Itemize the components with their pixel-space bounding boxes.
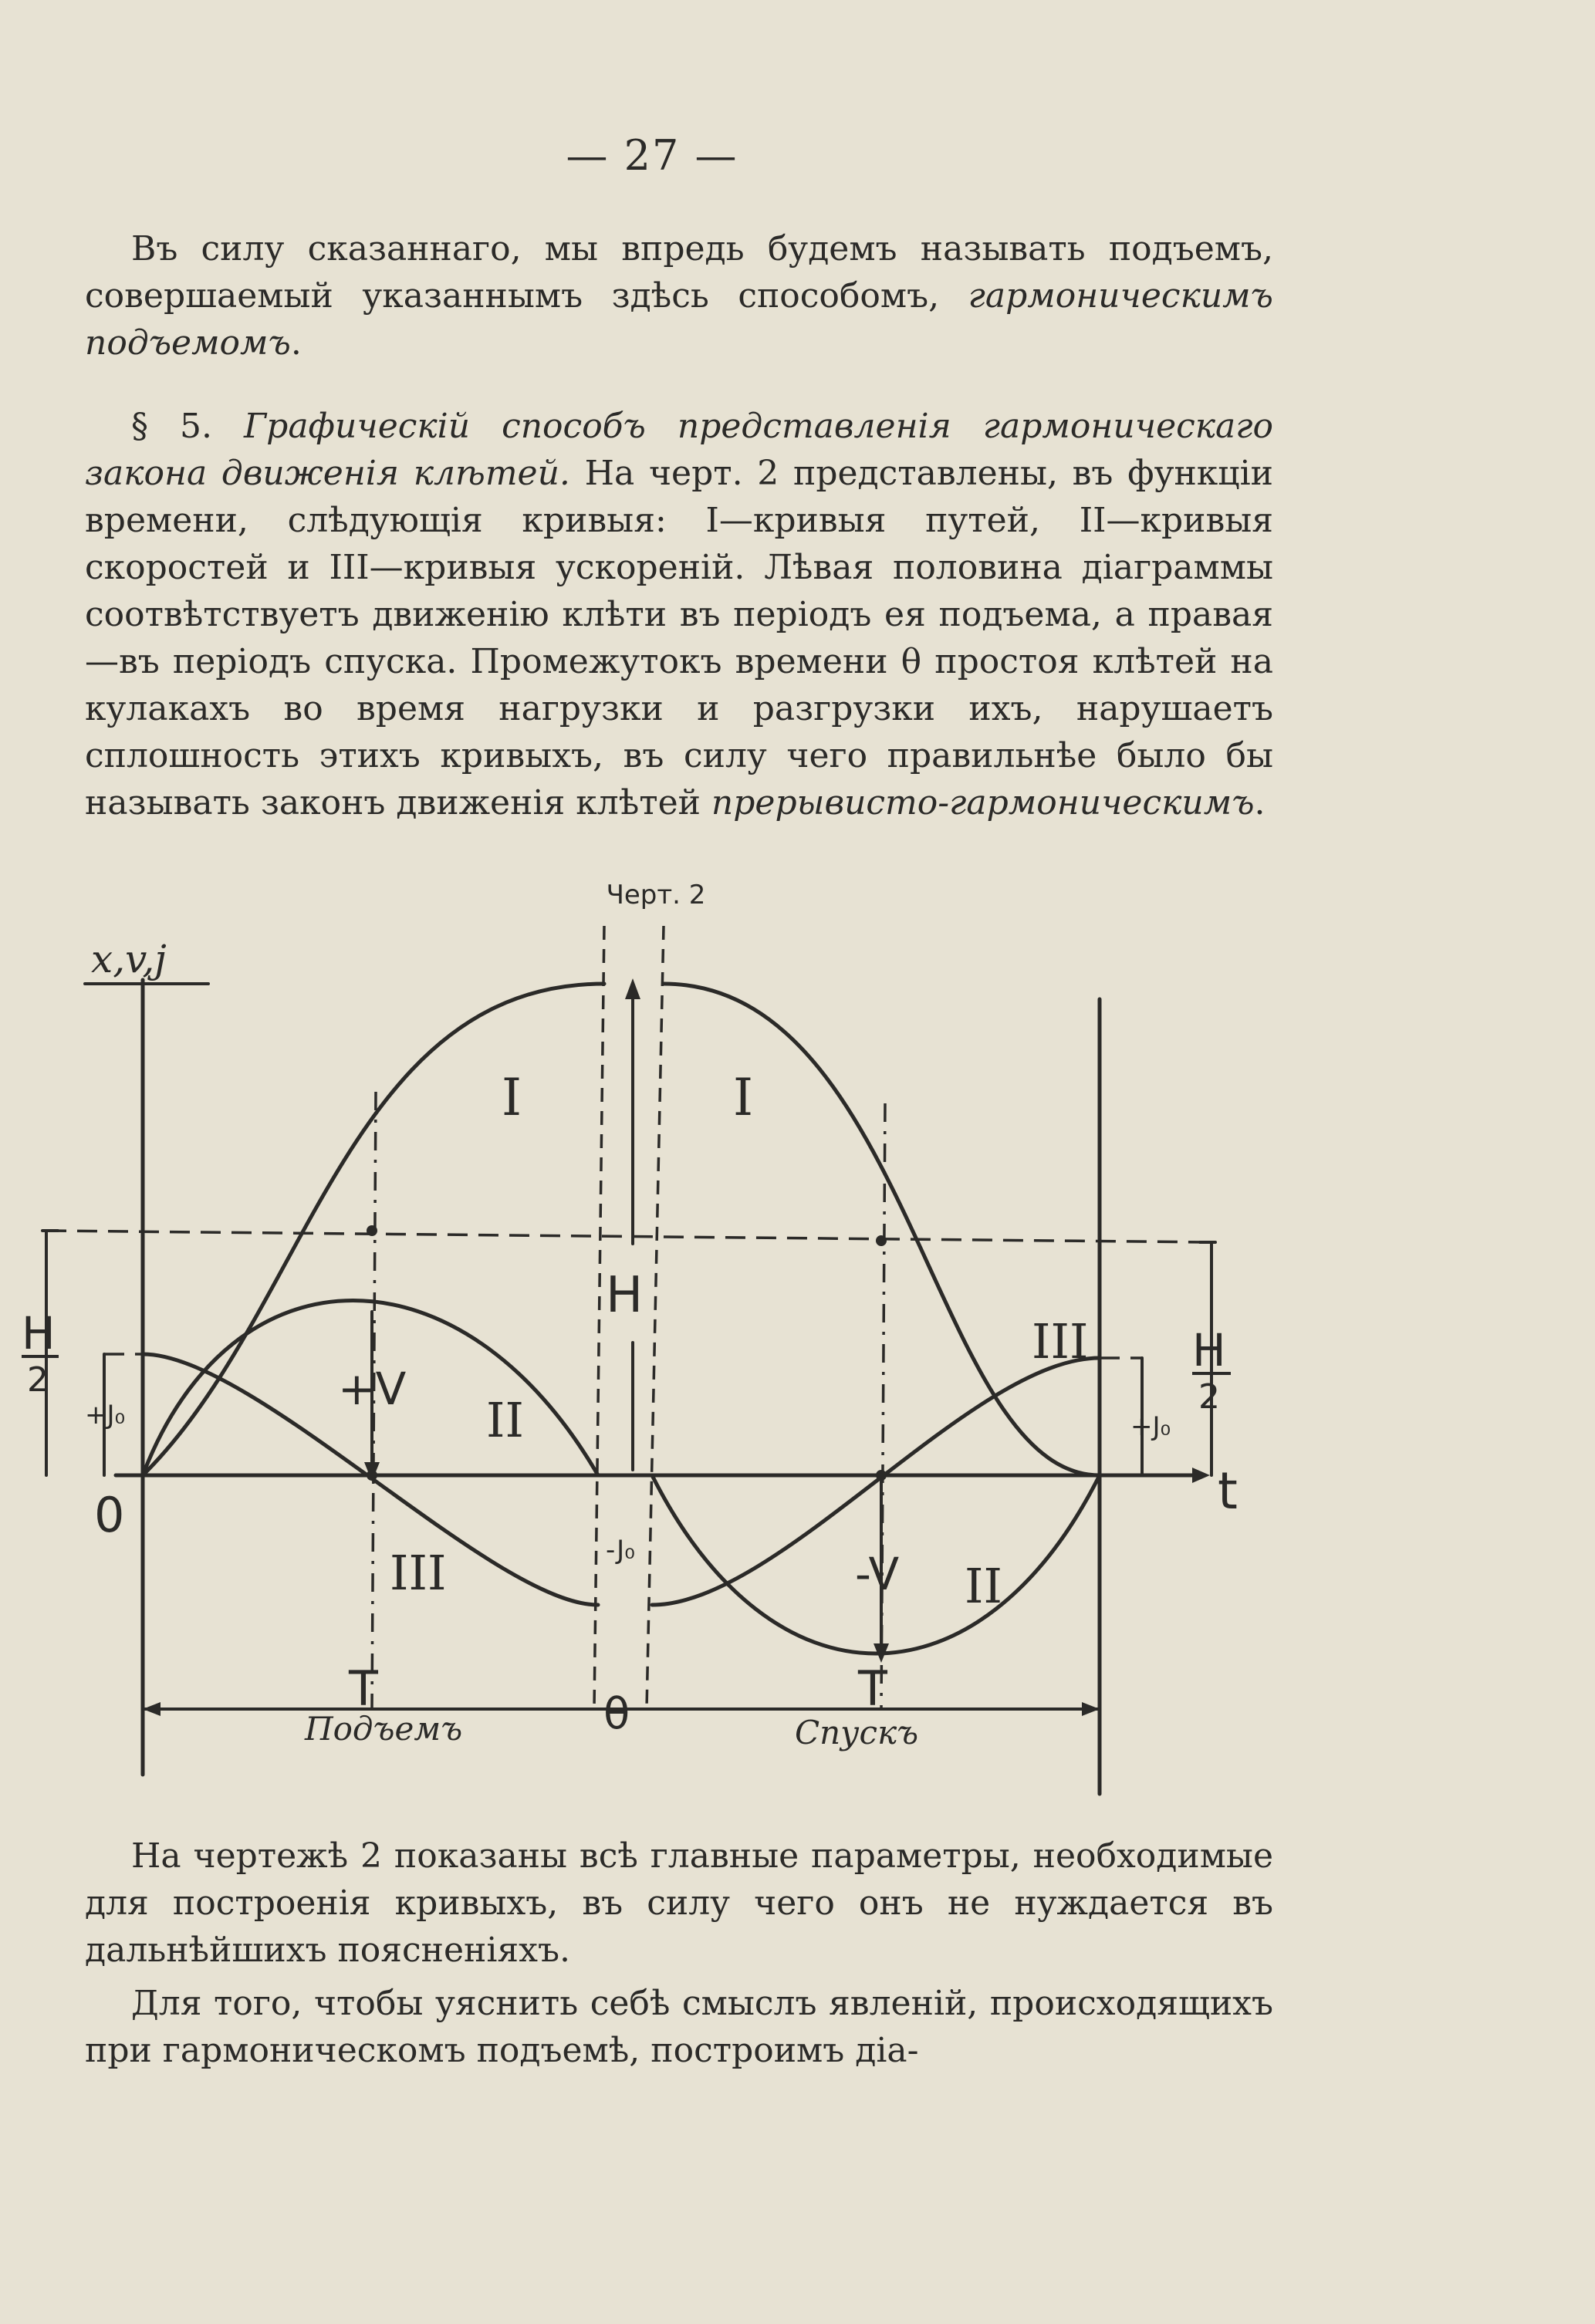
paragraph-section-5	[85, 403, 1273, 826]
motion-diagram	[0, 910, 1595, 1821]
axis-t-label: t	[1218, 1461, 1238, 1521]
curve-iii-right-label: III	[1032, 1313, 1089, 1370]
ascent-label: Подъемъ	[305, 1710, 463, 1748]
span-arrow-right	[1082, 1702, 1100, 1716]
minus-v-label: -V	[855, 1548, 900, 1600]
h-half-right-num: H	[1192, 1324, 1226, 1376]
theta-left-dashed	[594, 926, 604, 1709]
paragraph-intro-italic: гармоническимъ подъемомъ	[85, 276, 1273, 363]
paragraph-final	[85, 1980, 1273, 2074]
curve-path-right	[664, 984, 1100, 1475]
paragraph-after-figure-text: На чертежѣ 2 показаны всѣ главные параметры, необходимые для построенія кривыхъ, въ силу чего онъ не нуждается въ дальнѣйшихъ поясненіяхъ.	[85, 1836, 1273, 1970]
section-end: .	[1254, 783, 1266, 823]
period-t-right-label: T	[858, 1660, 887, 1717]
plus-j0-right-label: +J₀	[1130, 1411, 1171, 1442]
h-arrowhead	[625, 978, 640, 999]
t-axis-arrowhead	[1192, 1468, 1210, 1483]
paragraph-intro	[85, 225, 1273, 367]
figure-caption: Черт. 2	[606, 880, 706, 910]
theta-right-dashed	[647, 926, 664, 1709]
h-center-label: H	[606, 1267, 644, 1324]
h-half-left-num: H	[22, 1307, 56, 1360]
period-t-left-label: T	[349, 1660, 378, 1717]
page-number: — 27 —	[566, 131, 738, 180]
plus-v-label: +V	[338, 1363, 407, 1415]
curve-i-left-label: I	[502, 1068, 522, 1127]
theta-label: θ	[603, 1689, 630, 1739]
paragraph-final-text: Для того, чтобы уяснить себѣ смыслъ явленій, происходящихъ при гармоническомъ подъемѣ, построимъ діа-	[85, 1984, 1273, 2070]
h-half-right-den: 2	[1198, 1377, 1220, 1417]
node-right-top	[876, 1235, 887, 1246]
h-half-left-den: 2	[27, 1360, 49, 1400]
origin-label: 0	[94, 1487, 125, 1543]
span-arrow-left	[143, 1702, 161, 1716]
section-text: На черт. 2 представлены, въ функціи времени, слѣдующія кривыя: I—кривыя путей, II—кривыя скоростей и III—кривыя ускореній. Лѣвая половина діаграммы соотвѣтствуетъ движенію клѣти въ періодъ ея подъема, а правая—въ періодъ спуска. Промежутокъ времени θ простоя клѣтей на кулакахъ во время нагрузки и разгрузки ихъ, нарушаетъ сплошность этихъ кривыхъ, въ силу чего правильнѣе было бы называть законъ движенія клѣтей	[85, 454, 1273, 823]
section-number: § 5.	[131, 407, 245, 446]
h-level-dashed	[46, 1231, 1211, 1242]
plus-j0-left-label: +J₀	[85, 1400, 126, 1431]
node-left-axis	[367, 1470, 377, 1481]
paragraph-intro-text: Въ силу сказаннаго, мы впредь будемъ называть подъемъ, совершаемый указаннымъ здѣсь способомъ,	[85, 229, 1273, 316]
curve-ii-left-label: II	[486, 1392, 524, 1448]
node-left-top	[367, 1225, 377, 1236]
minus-j0-label: -J₀	[606, 1535, 635, 1566]
curve-ii-right-label: II	[965, 1558, 1002, 1614]
section-italic-end: прерывисто-гармоническимъ	[711, 783, 1255, 823]
descent-label: Спускъ	[795, 1714, 919, 1751]
node-right-axis	[876, 1470, 887, 1481]
curve-i-right-label: I	[733, 1068, 754, 1127]
paragraph-intro-end: .	[290, 323, 302, 363]
axis-y-label: x,v,j	[91, 937, 167, 981]
section-heading: Графическій способъ представленія гармоническаго закона движенія клѣтей.	[85, 407, 1273, 493]
paragraph-after-figure	[85, 1833, 1273, 1974]
curve-iii-left-label: III	[390, 1545, 447, 1601]
